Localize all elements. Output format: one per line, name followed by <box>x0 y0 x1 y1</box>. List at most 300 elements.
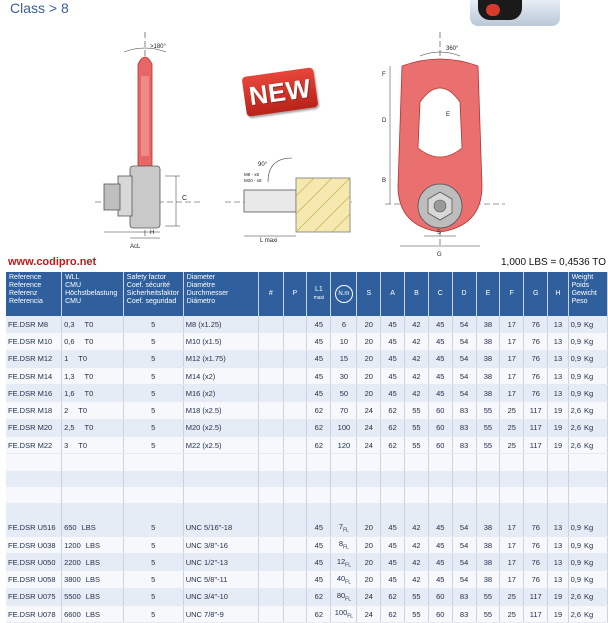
cell-h: 19 <box>548 606 568 623</box>
cell-h: 13 <box>548 316 568 333</box>
table-row <box>6 606 608 623</box>
cell-e: 38 <box>476 333 500 350</box>
weight-value: 2,6 <box>570 592 582 602</box>
header-c: C <box>428 272 452 316</box>
wll-value: 3 <box>64 440 69 450</box>
cell-f: 17 <box>500 367 524 384</box>
cell-empty <box>428 454 452 471</box>
table-row <box>6 536 608 553</box>
cell-wll <box>62 367 124 384</box>
cell-safety-factor: 5 <box>123 385 183 402</box>
cell-safety-factor: 5 <box>123 316 183 333</box>
cell-b: 42 <box>405 385 429 402</box>
cell-empty <box>357 471 381 487</box>
cell-d: 54 <box>452 520 476 537</box>
cell-diameter: UNC 1/2"-13 <box>183 554 258 571</box>
cell-empty <box>123 503 183 519</box>
cell-empty <box>568 503 607 519</box>
cell-safety-factor: 5 <box>123 536 183 553</box>
cell-empty <box>307 471 331 487</box>
cell-empty <box>283 503 307 519</box>
cell-empty <box>500 471 524 487</box>
nm-value: 6 <box>341 319 346 329</box>
cell-c: 45 <box>428 520 452 537</box>
cell-empty <box>183 487 258 503</box>
cell-empty <box>476 503 500 519</box>
cell-l1: 62 <box>307 402 331 419</box>
weight-value: 0,9 <box>570 557 582 567</box>
nm-value: 120 <box>337 440 351 450</box>
cell-empty <box>259 487 283 503</box>
cell-weight <box>568 316 607 333</box>
table-row <box>6 520 608 537</box>
nm-value: 70 <box>339 406 349 416</box>
cell-l1: 45 <box>307 571 331 588</box>
cell-s: 24 <box>357 437 381 454</box>
cell-diameter: UNC 7/8"-9 <box>183 606 258 623</box>
cell-nm <box>331 350 357 367</box>
cell-nm <box>331 402 357 419</box>
cell-safety-factor: 5 <box>123 520 183 537</box>
cell-reference: FE.DSR M16 <box>6 385 62 402</box>
weight-unit: Kg <box>584 575 594 585</box>
cell-wll <box>62 316 124 333</box>
cell-h: 19 <box>548 419 568 436</box>
cell-reference: FE.DSR M14 <box>6 367 62 384</box>
cell-e: 38 <box>476 350 500 367</box>
cell-diameter: M22 (x2.5) <box>183 437 258 454</box>
cell-s: 20 <box>357 316 381 333</box>
weight-unit: Kg <box>584 319 594 329</box>
cell-weight <box>568 606 607 623</box>
cell-d: 54 <box>452 536 476 553</box>
cell-a: 62 <box>381 437 405 454</box>
cell-d: 54 <box>452 385 476 402</box>
cell-weight <box>568 571 607 588</box>
nm-value: 8 <box>338 539 344 549</box>
cell-safety-factor: 5 <box>123 367 183 384</box>
cell-a: 45 <box>381 333 405 350</box>
cell-reference: FE.DSR M10 <box>6 333 62 350</box>
cell-s: 20 <box>357 367 381 384</box>
nm-value: 40 <box>336 573 346 583</box>
cell-empty <box>452 503 476 519</box>
cell-diameter: M12 (x1.75) <box>183 350 258 367</box>
cell-f: 17 <box>500 571 524 588</box>
cell-wll <box>62 606 124 623</box>
cell-p <box>283 402 307 419</box>
cell-diameter: UNC 3/4"-10 <box>183 588 258 605</box>
cell-p <box>283 385 307 402</box>
cell-wll <box>62 520 124 537</box>
wll-value: 1,6 <box>64 388 75 398</box>
cell-p <box>283 554 307 571</box>
weight-unit: Kg <box>584 440 594 450</box>
label-f: F <box>382 72 386 78</box>
cell-empty <box>357 454 381 471</box>
cell-d: 83 <box>452 437 476 454</box>
cell-e: 55 <box>476 402 500 419</box>
cell-nm <box>331 554 357 571</box>
cell-e: 55 <box>476 419 500 436</box>
cell-g: 117 <box>524 606 548 623</box>
cell-empty <box>405 454 429 471</box>
cell-hash <box>259 606 283 623</box>
cell-empty <box>548 487 568 503</box>
cell-a: 45 <box>381 520 405 537</box>
wll-unit: LBS <box>85 592 100 602</box>
label-rot-angle: 90° <box>258 162 268 168</box>
cell-empty <box>428 487 452 503</box>
cell-g: 76 <box>524 520 548 537</box>
cell-c: 45 <box>428 385 452 402</box>
table-row <box>6 571 608 588</box>
cell-hash <box>259 419 283 436</box>
cell-p <box>283 536 307 553</box>
nm-unit: FL <box>343 544 349 551</box>
cell-empty <box>283 487 307 503</box>
cell-a: 45 <box>381 385 405 402</box>
weight-unit: Kg <box>584 609 594 619</box>
torque-icon: N.m <box>335 285 353 303</box>
cell-a: 62 <box>381 419 405 436</box>
cell-diameter: M10 (x1.5) <box>183 333 258 350</box>
cell-g: 76 <box>524 385 548 402</box>
nm-unit: FL <box>345 562 351 569</box>
wll-value: 2 <box>64 406 69 416</box>
cell-s: 20 <box>357 333 381 350</box>
wll-value: 5500 <box>64 592 81 602</box>
cell-b: 42 <box>405 333 429 350</box>
cell-empty <box>428 471 452 487</box>
cell-reference: FE.DSR M8 <box>6 316 62 333</box>
weight-unit: Kg <box>584 523 594 533</box>
cell-l1: 45 <box>307 554 331 571</box>
label-b: B <box>382 178 387 184</box>
cell-l1: 62 <box>307 606 331 623</box>
cell-diameter: M8 (x1.25) <box>183 316 258 333</box>
cell-c: 60 <box>428 437 452 454</box>
table-row <box>6 419 608 436</box>
cell-a: 45 <box>381 571 405 588</box>
wll-value: 2,5 <box>64 423 75 433</box>
technical-drawing <box>0 26 608 258</box>
weight-value: 2,6 <box>570 440 582 450</box>
cell-b: 42 <box>405 367 429 384</box>
cell-wll <box>62 385 124 402</box>
cell-h: 13 <box>548 385 568 402</box>
cell-empty <box>307 454 331 471</box>
cell-empty <box>548 471 568 487</box>
cell-h: 13 <box>548 333 568 350</box>
cell-wll <box>62 333 124 350</box>
nm-value: 100 <box>334 608 348 618</box>
header-weight: Weight Poids Gewicht Peso <box>568 272 607 316</box>
cell-empty <box>568 454 607 471</box>
cell-empty <box>183 454 258 471</box>
cell-s: 20 <box>357 571 381 588</box>
wll-unit: T0 <box>78 354 88 364</box>
cell-empty <box>62 487 124 503</box>
cell-empty <box>476 454 500 471</box>
cell-g: 76 <box>524 367 548 384</box>
cell-safety-factor: 5 <box>123 350 183 367</box>
cell-safety-factor: 5 <box>123 437 183 454</box>
wll-unit: LBS <box>85 540 100 550</box>
cell-safety-factor: 5 <box>123 571 183 588</box>
cell-empty <box>405 503 429 519</box>
cell-empty <box>307 487 331 503</box>
weight-value: 0,9 <box>570 319 582 329</box>
cell-empty <box>476 487 500 503</box>
nm-value: 30 <box>339 371 349 381</box>
cell-f: 25 <box>500 402 524 419</box>
cell-reference: FE.DSR U516 <box>6 520 62 537</box>
cell-c: 60 <box>428 588 452 605</box>
cell-wll <box>62 588 124 605</box>
cell-empty <box>259 503 283 519</box>
cell-l1: 45 <box>307 333 331 350</box>
table-row <box>6 316 608 333</box>
cell-hash <box>259 333 283 350</box>
table-header-row <box>6 272 608 316</box>
cell-f: 17 <box>500 520 524 537</box>
nm-value: 7 <box>338 521 344 531</box>
cell-e: 38 <box>476 520 500 537</box>
weight-unit: Kg <box>584 540 594 550</box>
cell-s: 20 <box>357 350 381 367</box>
cell-empty <box>500 503 524 519</box>
cell-safety-factor: 5 <box>123 333 183 350</box>
table-row <box>6 402 608 419</box>
header-nm <box>331 272 357 316</box>
cell-e: 38 <box>476 571 500 588</box>
cell-p <box>283 367 307 384</box>
cell-empty <box>6 454 62 471</box>
weight-value: 0,9 <box>570 540 582 550</box>
wll-unit: LBS <box>85 575 100 585</box>
cell-e: 38 <box>476 316 500 333</box>
cell-hash <box>259 402 283 419</box>
header-f: F <box>500 272 524 316</box>
cell-e: 38 <box>476 536 500 553</box>
cell-l1: 62 <box>307 437 331 454</box>
cell-weight <box>568 350 607 367</box>
label-m20: M20 - x8 <box>244 178 262 183</box>
cell-l1: 45 <box>307 520 331 537</box>
cell-c: 60 <box>428 606 452 623</box>
cell-g: 76 <box>524 536 548 553</box>
label-left-angle: >180° <box>150 44 166 50</box>
cell-wll <box>62 402 124 419</box>
cell-empty <box>381 487 405 503</box>
cell-empty <box>183 471 258 487</box>
cell-h: 13 <box>548 571 568 588</box>
cell-empty <box>524 487 548 503</box>
cell-diameter: M14 (x2) <box>183 367 258 384</box>
cell-empty <box>381 471 405 487</box>
wll-unit: T0 <box>78 440 88 450</box>
cell-s: 20 <box>357 554 381 571</box>
cell-wll <box>62 571 124 588</box>
cell-nm <box>331 333 357 350</box>
label-h: H <box>150 230 155 236</box>
cell-empty <box>62 454 124 471</box>
cell-empty <box>6 471 62 487</box>
wll-unit: T0 <box>84 319 94 329</box>
cell-b: 55 <box>405 606 429 623</box>
cell-l1: 45 <box>307 367 331 384</box>
cell-e: 38 <box>476 554 500 571</box>
cell-hash <box>259 571 283 588</box>
cell-empty <box>568 487 607 503</box>
cell-empty <box>62 503 124 519</box>
table-row <box>6 437 608 454</box>
cell-a: 62 <box>381 606 405 623</box>
cell-l1: 62 <box>307 419 331 436</box>
spec-table <box>6 272 608 623</box>
cell-hash <box>259 350 283 367</box>
cell-empty <box>381 503 405 519</box>
cell-s: 24 <box>357 419 381 436</box>
cell-empty <box>62 471 124 487</box>
cell-g: 76 <box>524 350 548 367</box>
cell-b: 42 <box>405 350 429 367</box>
cell-d: 83 <box>452 606 476 623</box>
cell-empty <box>259 471 283 487</box>
header-b: B <box>405 272 429 316</box>
header-h: H <box>548 272 568 316</box>
cell-safety-factor: 5 <box>123 588 183 605</box>
cell-h: 13 <box>548 554 568 571</box>
cell-nm <box>331 606 357 623</box>
cell-wll <box>62 536 124 553</box>
cell-b: 42 <box>405 520 429 537</box>
table-spacer-row <box>6 471 608 487</box>
cell-d: 54 <box>452 367 476 384</box>
cell-b: 42 <box>405 571 429 588</box>
cell-wll <box>62 437 124 454</box>
weight-value: 0,9 <box>570 336 582 346</box>
wll-unit: T0 <box>78 406 88 416</box>
header-diameter: Diameter Diamètre Durchmesser Diámetro <box>183 272 258 316</box>
cell-b: 42 <box>405 536 429 553</box>
cell-d: 54 <box>452 350 476 367</box>
cell-empty <box>548 454 568 471</box>
cell-s: 20 <box>357 520 381 537</box>
cell-wll <box>62 350 124 367</box>
header-s: S <box>357 272 381 316</box>
table-row <box>6 588 608 605</box>
cell-reference: FE.DSR M20 <box>6 419 62 436</box>
cell-b: 55 <box>405 437 429 454</box>
cell-f: 17 <box>500 350 524 367</box>
cell-e: 55 <box>476 437 500 454</box>
wll-unit: T0 <box>84 336 94 346</box>
cell-nm <box>331 520 357 537</box>
wll-value: 1,3 <box>64 371 75 381</box>
table-row <box>6 385 608 402</box>
cell-weight <box>568 536 607 553</box>
cell-empty <box>548 503 568 519</box>
new-badge: NEW <box>242 67 319 117</box>
cell-d: 54 <box>452 316 476 333</box>
cell-empty <box>405 487 429 503</box>
weight-value: 0,9 <box>570 371 582 381</box>
cell-e: 38 <box>476 367 500 384</box>
cell-s: 24 <box>357 402 381 419</box>
cell-p <box>283 350 307 367</box>
cell-f: 25 <box>500 419 524 436</box>
cell-g: 76 <box>524 316 548 333</box>
cell-a: 45 <box>381 367 405 384</box>
cell-weight <box>568 554 607 571</box>
wll-value: 650 <box>64 523 77 533</box>
cell-nm <box>331 385 357 402</box>
cell-g: 76 <box>524 333 548 350</box>
weight-value: 0,9 <box>570 575 582 585</box>
cell-f: 17 <box>500 333 524 350</box>
cell-d: 54 <box>452 571 476 588</box>
cell-reference: FE.DSR U075 <box>6 588 62 605</box>
cell-g: 117 <box>524 402 548 419</box>
cell-b: 55 <box>405 588 429 605</box>
weight-unit: Kg <box>584 406 594 416</box>
cell-d: 83 <box>452 402 476 419</box>
weight-unit: Kg <box>584 336 594 346</box>
cell-h: 19 <box>548 588 568 605</box>
cell-s: 20 <box>357 385 381 402</box>
cell-f: 17 <box>500 385 524 402</box>
cell-s: 20 <box>357 536 381 553</box>
header-hash: # <box>259 272 283 316</box>
cell-a: 45 <box>381 554 405 571</box>
wll-unit: LBS <box>85 557 100 567</box>
cell-safety-factor: 5 <box>123 554 183 571</box>
cell-a: 62 <box>381 588 405 605</box>
cell-h: 13 <box>548 367 568 384</box>
cell-p <box>283 419 307 436</box>
cell-d: 54 <box>452 554 476 571</box>
cell-empty <box>524 503 548 519</box>
cell-s: 24 <box>357 606 381 623</box>
cell-diameter: UNC 5/16"-18 <box>183 520 258 537</box>
cell-g: 76 <box>524 554 548 571</box>
table-spacer-row <box>6 487 608 503</box>
cell-empty <box>259 454 283 471</box>
nm-unit: FL <box>345 579 351 586</box>
cell-diameter: M16 (x2) <box>183 385 258 402</box>
cell-reference: FE.DSR M12 <box>6 350 62 367</box>
header-e: E <box>476 272 500 316</box>
cell-empty <box>283 471 307 487</box>
nm-unit: FL <box>343 527 349 534</box>
nm-value: 100 <box>337 423 351 433</box>
website-url[interactable]: www.codipro.net <box>8 256 97 268</box>
cell-nm <box>331 419 357 436</box>
cell-empty <box>307 503 331 519</box>
cell-nm <box>331 437 357 454</box>
cell-weight <box>568 367 607 384</box>
cell-l1: 45 <box>307 350 331 367</box>
header-d: D <box>452 272 476 316</box>
cell-wll <box>62 554 124 571</box>
cell-reference: FE.DSR U058 <box>6 571 62 588</box>
cell-reference: FE.DSR U050 <box>6 554 62 571</box>
cell-diameter: M18 (x2.5) <box>183 402 258 419</box>
cell-h: 13 <box>548 350 568 367</box>
cell-b: 42 <box>405 316 429 333</box>
